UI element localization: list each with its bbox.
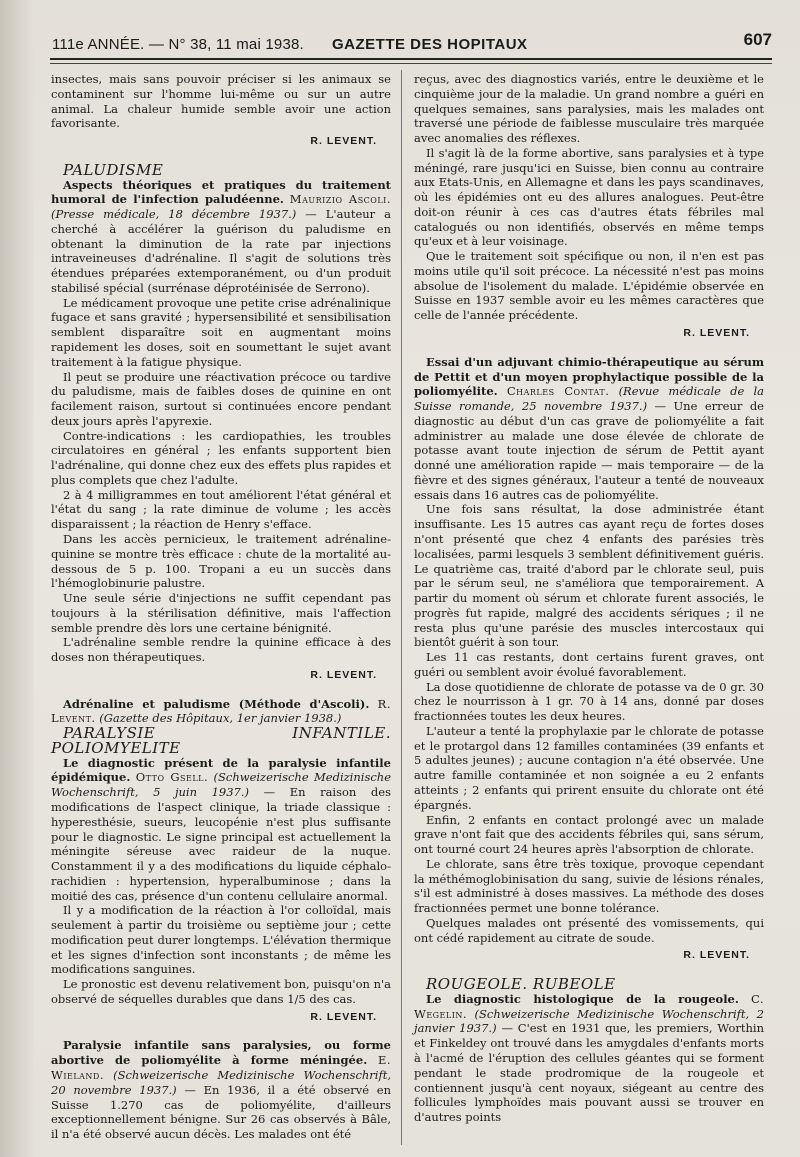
article-author: Maurizio Ascoli. bbox=[289, 192, 391, 207]
article-source: (Schweizerische Medizinische Wochenschrift, 2 janvier 1937.) bbox=[414, 1006, 764, 1036]
article-header bbox=[51, 1038, 391, 1141]
paragraph: Une fois sans résultat, la dose administrée étant insuffisante. Les 15 autres cas ayant reçu de fortes doses n'ont présenté que chez 4 enfants des parésies très localisées, parmi lesquels 3 semblent définitivement guéris. Le quatrième cas, traité d'abord par le chlorate seul, puis par le sérum seul, ne s'améliora que temporairement. A partir du moment où sérum et chlorate furent associés, le progrès fut rapide, malgré des accidents sériques ; il ne resta plus qu'une parésie des muscles intercostaux qui bientôt guérit à son tour. bbox=[414, 502, 764, 650]
article-header bbox=[414, 992, 764, 1125]
signature: R. LEVENT. bbox=[683, 327, 750, 340]
paragraph: Une seule série d'injections ne suffit cependant pas toujours à la stérilisation définitive, mais l'affection semble prendre dès lors une certaine bénignité. bbox=[51, 591, 391, 635]
paragraph: Le médicament provoque une petite crise adrénalinique fugace et sans gravité ; hypersensibilité et sensibilisation semblent disparaître soit en augmentant moins rapidement les doses, soit en soumettant le sujet avant traitement à la fatigue physique. bbox=[51, 295, 391, 369]
article-title: Le diagnostic histologique de la rougeole. bbox=[426, 991, 739, 1006]
section-heading-rougeole: ROUGEOLE. RUBEOLE bbox=[426, 975, 616, 994]
issue-line: 111e ANNÉE. — N° 38, 11 mai 1938. bbox=[52, 36, 304, 53]
paragraph: — En raison des modifications de l'aspect clinique, la triade classique : hyperesthésie, sueurs, leucopénie n'est plus suffisante pour le diagnostic. Le signe principal est actuellement la méningite séreuse avec raideur de la nuque. Constamment il y a des modifications du liquide céphalo-rachidien : hypertension, hyperalbuminose ; dans la moitié des cas, présence d'un contenu cellulaire anormal. bbox=[51, 785, 391, 903]
paragraph: L'adrénaline semble rendre la quinine efficace à des doses non thérapeutiques. bbox=[51, 635, 391, 665]
paragraph: insectes, mais sans pouvoir préciser si les animaux se contaminent sur l'homme lui-même ou sur un autre animal. La chaleur humide semble avoir une action favorisante. bbox=[51, 72, 391, 131]
article-header bbox=[51, 178, 391, 296]
header-rule-thin bbox=[50, 63, 772, 64]
paragraph: La dose quotidienne de chlorate de potasse va de 0 gr. 30 chez le nourrisson à 1 gr. 70 à 14 ans, donné par doses fractionnées toutes les deux heures. bbox=[414, 679, 764, 724]
article-author: Charles Contat. bbox=[506, 384, 610, 399]
article-source: (Schweizerische Medizinische Wochenschrift, 20 novembre 1937.) bbox=[51, 1068, 392, 1097]
paragraph: — L'auteur a cherché à accélérer la guérison du paludisme en obtenant la diminution de la rate par injections intraveineuses d'adrénaline. Il s'agit de solutions très étendues préparées extemporanément, ou d'un produit stabilisé spécial (surrénase déprotéinisée de Serrono). bbox=[51, 207, 391, 295]
right-column bbox=[414, 72, 764, 1125]
article-header bbox=[51, 756, 391, 904]
left-column bbox=[51, 72, 391, 1142]
article-title: Essai d'un adjuvant chimio-thérapeutique au sérum de Pettit et d'un moyen prophylactique possible de la poliomyélite. bbox=[414, 354, 764, 399]
paragraph: Dans les accès pernicieux, le traitement adrénaline-quinine se montre très efficace : chute de la mortalité au-dessous de 5 p. 100. Tropani a eu un succès dans l'hémoglobinurie palustre. bbox=[51, 531, 391, 591]
article-source: (Revue médicale de la Suisse romande, 25 novembre 1937.) bbox=[414, 384, 765, 414]
journal-title: GAZETTE DES HOPITAUX bbox=[332, 36, 528, 53]
signature: R. LEVENT. bbox=[310, 668, 377, 681]
paragraph: Que le traitement soit spécifique ou non, il n'en est pas moins utile qu'il soit précoce. La nécessité n'est pas moins absolue de l'isolement du malade. L'épidémie observée en Suisse en 1937 semble avoir eu les mêmes caractères que celle de l'année précédente. bbox=[414, 249, 764, 323]
article-title: Le diagnostic présent de la paralysie infantile épidémique. bbox=[51, 755, 391, 785]
paragraph: — Une erreur de diagnostic au début d'un cas grave de poliomyélite a fait administrer au malade une dose élevée de chlorate de potasse avant toute injection de sérum de Pettit ayant donné une amélioration rapide — mais temporaire — de la fièvre et des signes généraux, l'auteur a tenté de nouveaux essais dans 16 autres cas de poliomyélite. bbox=[414, 399, 764, 502]
paragraph: Enfin, 2 enfants en contact prolongé avec un malade grave n'ont fait que des accidents fébriles qui, sans sérum, ont tourné court 24 heures après l'absorption de chlorate. bbox=[414, 812, 764, 857]
article-title: Aspects théoriques et pratiques du traitement humoral de l'infection paludéenne. bbox=[51, 177, 391, 207]
article-header bbox=[414, 355, 764, 503]
article-source: (Schweizerische Medizinische Wochenschrift, 5 juin 1937.) bbox=[51, 770, 391, 800]
paragraph: Le chlorate, sans être très toxique, provoque cependant la méthémoglobinisation du sang, suivie de lésions rénales, s'il est administré à doses massives. La méthode des doses fractionnées permet une bonne tolérance. bbox=[414, 856, 764, 916]
article-author: R. Levent. bbox=[51, 696, 391, 726]
section-heading-paludisme: PALUDISME bbox=[63, 160, 164, 179]
paragraph: Il y a modification de la réaction à l'or colloïdal, mais seulement à partir du troisième ou septième jour ; cette modification peut durer longtemps. L'élévation thermique et les signes d'infection sont inconstants ; de même les modifications sanguines. bbox=[51, 903, 391, 977]
header-rule-thick bbox=[50, 58, 772, 60]
paragraph: — C'est en 1931 que, les premiers, Worthin et Finkeldey ont trouvé dans les amygdales d'enfants morts à l'acmé de l'éruption des cellules géantes qui se forment pendant le stade prodromique de la rougeole et contiennent jusqu'à cent noyaux, siégeant au centre des follicules lymphoïdes mais pouvant aussi se trouver en d'autres points bbox=[414, 1021, 764, 1125]
paragraph: L'auteur a tenté la prophylaxie par le chlorate de potasse et le protargol dans 12 familles contaminées (39 enfants et 5 adultes jeunes) ; aucune contagion n'a été observée. Une autre famille contaminée et non soignée a eu 2 enfants atteints ; 2 enfants qui prirent ensuite du chlorate ont été épargnés. bbox=[414, 723, 764, 812]
page-header bbox=[50, 30, 772, 60]
signature: R. LEVENT. bbox=[310, 1010, 377, 1023]
article-title: Paralysie infantile sans paralysies, ou forme abortive de poliomyélite à forme méningée. bbox=[51, 1038, 391, 1068]
paragraph: Quelques malades ont présenté des vomissements, qui ont cédé rapidement au citrate de soude. bbox=[414, 915, 764, 945]
section-heading-paralysie: PARALYSIE INFANTILE. POLIOMYELITE bbox=[51, 724, 391, 757]
article-author: E. Wieland. bbox=[51, 1053, 392, 1082]
paragraph: Il s'agit là de la forme abortive, sans paralysies et à type méningé, rare jusqu'ici en Suisse, bien connu au contraire aux Etats-Unis, en Allemagne et dans les pays scandinaves, où les épidémies ont eu des allures analogues. Peut-être doit-on réunir à ces cas d'autres états fébriles mal catalogués ou non identifiés, observés en même temps qu'eux et à leur voisinage. bbox=[414, 145, 764, 249]
paragraph: reçus, avec des diagnostics variés, entre le deuxième et le cinquième jour de la maladie. Un grand nombre a guéri en quelques semaines, sans paralysies, mais les malades ont traversé une période de faiblesse musculaire très marquée avec anomalies des réflexes. bbox=[414, 72, 764, 146]
article-author: Otto Gsell. bbox=[135, 770, 209, 785]
signature: R. LEVENT. bbox=[683, 949, 750, 962]
article-author: C. Wegelin. bbox=[414, 991, 764, 1021]
paragraph: 2 à 4 milligrammes en tout améliorent l'état général et l'état du sang ; la rate diminue de volume ; les accès disparaissent ; la réaction de Henry s'efface. bbox=[51, 487, 391, 532]
column-divider bbox=[401, 70, 402, 1145]
article-source: (Presse médicale, 18 décembre 1937.) bbox=[51, 207, 297, 222]
paragraph: Les 11 cas restants, dont certains furent graves, ont guéri ou semblent avoir évolué favorablement. bbox=[414, 650, 764, 679]
paragraph: Il peut se produire une réactivation précoce ou tardive du paludisme, mais de faibles doses de quinine en ont facilement raison, surtout si continuées encore pendant deux jours après l'apyrexie. bbox=[51, 369, 391, 428]
paragraph: Le pronostic est devenu relativement bon, puisqu'on n'a observé de séquelles durables que dans 1/5 des cas. bbox=[51, 977, 391, 1006]
article-title: Adrénaline et paludisme (Méthode d'Ascoli). bbox=[63, 696, 370, 711]
page-number: 607 bbox=[743, 30, 772, 49]
article-source: (Gazette des Hôpitaux, 1er janvier 1938.) bbox=[99, 711, 342, 726]
paragraph: — En 1936, il a été observé en Suisse 1.270 cas de poliomyélite, d'ailleurs exceptionnellement bénigne. Sur 26 cas observés à Bâle, il n'a été observé aucun décès. Les malades ont été bbox=[51, 1082, 392, 1142]
paragraph: Contre-indications : les cardiopathies, les troubles circulatoires en général ; les enfants supportent bien l'adrénaline, qui donne chez eux des effets plus rapides et plus complets que chez l'adulte. bbox=[51, 428, 391, 487]
article-header bbox=[51, 697, 391, 727]
signature: R. LEVENT. bbox=[310, 135, 377, 148]
